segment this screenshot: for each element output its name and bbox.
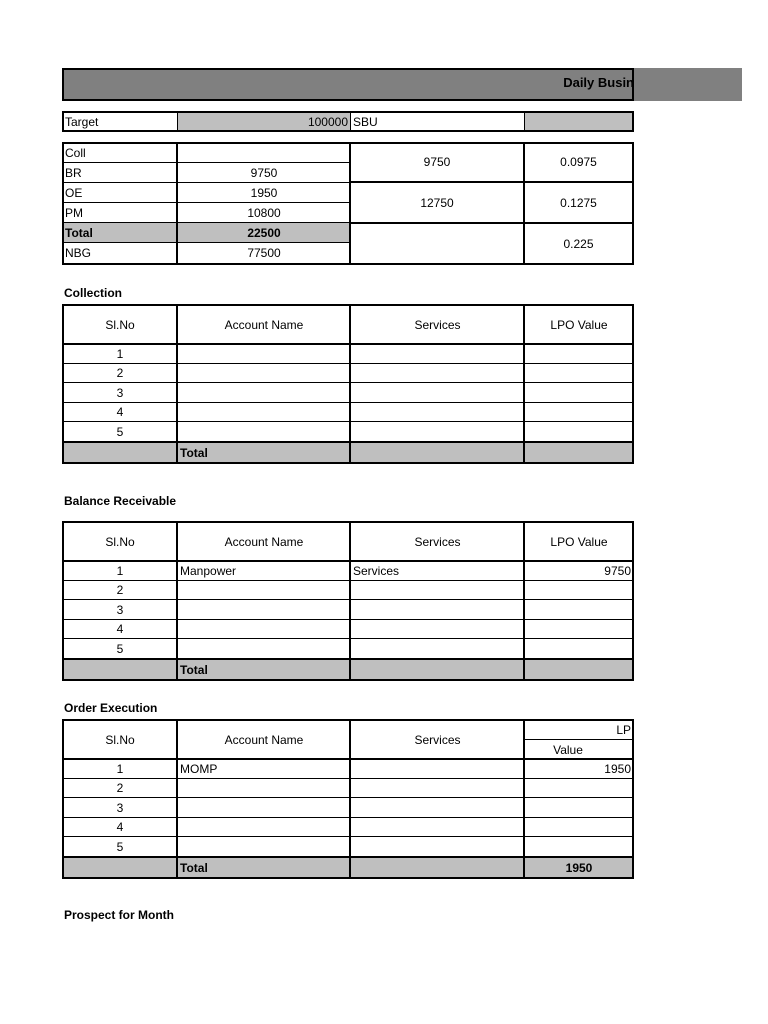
br-cell-account (177, 599, 351, 620)
br-cell-slno: 3 (62, 599, 178, 620)
collection-cell-slno: 1 (62, 344, 178, 364)
summary-group3-ratio: 0.225 (524, 223, 634, 264)
oe-total-label: Total (177, 857, 351, 878)
collection-total-label: Total (177, 442, 351, 463)
oe-cell-services (350, 836, 525, 858)
collection-cell-services (350, 382, 525, 403)
report-title: Daily Busin (563, 75, 634, 90)
collection-cell-lpo (524, 382, 634, 403)
summary-value-total: 22500 (177, 222, 351, 243)
br-header-lpo: LPO Value (524, 521, 634, 562)
oe-total-value: 1950 (524, 857, 634, 878)
oe-cell-account: MOMP (177, 759, 351, 779)
collection-header-slno: Sl.No (62, 304, 178, 345)
target-label: Target (62, 111, 178, 132)
oe-cell-account (177, 778, 351, 798)
summary-label-total: Total (62, 222, 178, 243)
summary-group1-ratio: 0.0975 (524, 142, 634, 183)
br-cell-services (350, 638, 525, 660)
summary-group1-value: 9750 (350, 142, 525, 183)
collection-total-services (350, 442, 525, 463)
collection-cell-account (177, 363, 351, 383)
oe-cell-account (177, 817, 351, 837)
collection-cell-slno: 5 (62, 421, 178, 443)
oe-total-slno (62, 857, 178, 878)
summary-value-pm: 10800 (177, 202, 351, 223)
br-cell-lpo (524, 580, 634, 600)
oe-cell-value (524, 817, 634, 837)
br-total-services (350, 659, 525, 680)
summary-group3-value (350, 223, 525, 264)
br-cell-slno: 2 (62, 580, 178, 600)
oe-cell-services (350, 797, 525, 818)
sbu-value (524, 111, 634, 132)
collection-cell-lpo (524, 363, 634, 383)
collection-header-lpo: LPO Value (524, 304, 634, 345)
br-cell-services (350, 599, 525, 620)
order-execution-title: Order Execution (64, 701, 158, 715)
collection-cell-account (177, 344, 351, 364)
collection-total-slno (62, 442, 178, 463)
summary-label-coll: Coll (62, 142, 178, 163)
br-cell-services (350, 580, 525, 600)
br-header-slno: Sl.No (62, 521, 178, 562)
oe-cell-slno: 3 (62, 797, 178, 818)
oe-cell-services (350, 759, 525, 779)
oe-cell-slno: 4 (62, 817, 178, 837)
collection-header-account: Account Name (177, 304, 351, 345)
collection-cell-account (177, 402, 351, 422)
br-cell-lpo (524, 599, 634, 620)
oe-header-value: Value (524, 739, 634, 760)
br-total-lpo (524, 659, 634, 680)
collection-cell-account (177, 421, 351, 443)
oe-cell-value: 1950 (524, 759, 634, 779)
oe-cell-value (524, 836, 634, 858)
br-cell-slno: 4 (62, 619, 178, 639)
summary-value-nbg: 77500 (177, 242, 351, 264)
collection-cell-lpo (524, 402, 634, 422)
oe-header-lpo: LP (524, 719, 634, 740)
oe-total-services (350, 857, 525, 878)
target-value: 100000 (177, 111, 351, 132)
collection-cell-account (177, 382, 351, 403)
summary-group2-ratio: 0.1275 (524, 182, 634, 224)
collection-header-services: Services (350, 304, 525, 345)
collection-cell-services (350, 421, 525, 443)
oe-cell-services (350, 778, 525, 798)
br-cell-account (177, 638, 351, 660)
br-cell-account (177, 580, 351, 600)
br-cell-account (177, 619, 351, 639)
oe-cell-account (177, 797, 351, 818)
br-header-services: Services (350, 521, 525, 562)
br-cell-lpo (524, 638, 634, 660)
br-total-slno (62, 659, 178, 680)
collection-cell-slno: 2 (62, 363, 178, 383)
br-total-label: Total (177, 659, 351, 680)
br-cell-lpo: 9750 (524, 561, 634, 581)
br-cell-services: Services (350, 561, 525, 581)
collection-cell-services (350, 344, 525, 364)
collection-cell-slno: 3 (62, 382, 178, 403)
summary-label-nbg: NBG (62, 242, 178, 264)
summary-label-br: BR (62, 162, 178, 183)
br-cell-slno: 5 (62, 638, 178, 660)
oe-cell-slno: 2 (62, 778, 178, 798)
br-cell-slno: 1 (62, 561, 178, 581)
oe-header-account: Account Name (177, 719, 351, 760)
summary-group2-value: 12750 (350, 182, 525, 224)
summary-value-br: 9750 (177, 162, 351, 183)
collection-cell-lpo (524, 344, 634, 364)
collection-total-lpo (524, 442, 634, 463)
oe-header-slno: Sl.No (62, 719, 178, 760)
summary-label-oe: OE (62, 182, 178, 203)
oe-cell-services (350, 817, 525, 837)
oe-cell-value (524, 797, 634, 818)
oe-cell-slno: 5 (62, 836, 178, 858)
br-cell-services (350, 619, 525, 639)
br-cell-account: Manpower (177, 561, 351, 581)
oe-cell-value (524, 778, 634, 798)
balance-receivable-title: Balance Receivable (64, 494, 177, 508)
collection-cell-slno: 4 (62, 402, 178, 422)
summary-value-oe: 1950 (177, 182, 351, 203)
collection-title: Collection (64, 286, 123, 300)
summary-value-coll (177, 142, 351, 163)
br-header-account: Account Name (177, 521, 351, 562)
oe-cell-account (177, 836, 351, 858)
collection-cell-services (350, 363, 525, 383)
collection-cell-services (350, 402, 525, 422)
oe-header-services: Services (350, 719, 525, 760)
br-cell-lpo (524, 619, 634, 639)
prospect-title: Prospect for Month (64, 908, 174, 922)
sbu-label: SBU (350, 111, 525, 132)
collection-cell-lpo (524, 421, 634, 443)
oe-cell-slno: 1 (62, 759, 178, 779)
summary-label-pm: PM (62, 202, 178, 223)
